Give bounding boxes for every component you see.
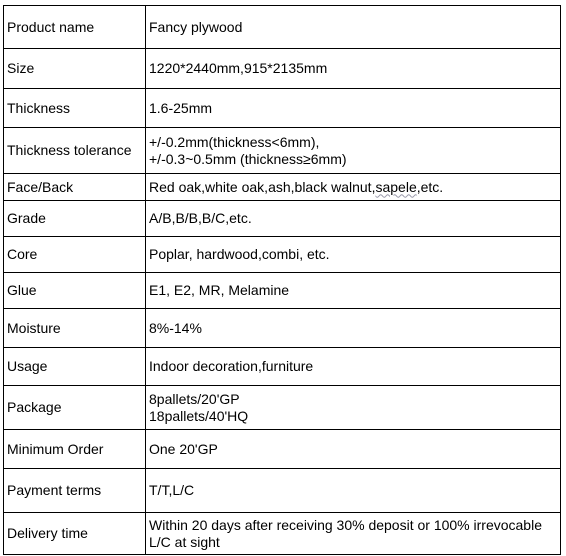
table-row [4, 513, 561, 555]
row-label: Usage [4, 348, 146, 386]
row-label: Moisture [4, 309, 146, 348]
value-line: Poplar, hardwood,combi, etc. [149, 246, 330, 262]
row-value [146, 201, 561, 237]
table-row [4, 309, 561, 348]
row-value [146, 237, 561, 273]
value-text: ,etc. [416, 178, 444, 195]
value-line: 18pallets/40'HQ [149, 407, 249, 424]
value-line: 1220*2440mm,915*2135mm [149, 60, 328, 76]
row-value [146, 469, 561, 513]
row-label: Glue [4, 273, 146, 309]
row-label: Face/Back [4, 174, 146, 201]
table-row [4, 174, 561, 201]
value-line: A/B,B/B,B/C,etc. [149, 210, 252, 226]
table-row [4, 430, 561, 469]
row-label: Grade [4, 201, 146, 237]
row-label: Thickness [4, 89, 146, 128]
row-label: Delivery time [4, 513, 146, 555]
row-label: Minimum Order [4, 430, 146, 469]
row-label: Package [4, 386, 146, 430]
row-value [146, 309, 561, 348]
value-line: 1.6-25mm [149, 99, 213, 116]
row-label: Payment terms [4, 469, 146, 513]
value-line: 8%-14% [149, 319, 202, 336]
table-row [4, 6, 561, 49]
product-spec-table [3, 5, 561, 555]
row-value [146, 89, 561, 128]
table-row [4, 273, 561, 309]
value-line: Fancy plywood [149, 18, 243, 35]
value-line: Indoor decoration,furniture [149, 358, 314, 374]
value-line: Within 20 days after receiving 30% deposit or 100% irrevocable [149, 516, 542, 533]
row-value [146, 430, 561, 469]
table-row [4, 128, 561, 174]
row-label: Core [4, 237, 146, 273]
row-value [146, 273, 561, 309]
spellcheck-word: sapele [375, 178, 417, 195]
table-row [4, 386, 561, 430]
table-row [4, 348, 561, 386]
row-value [146, 513, 561, 555]
row-value [146, 6, 561, 49]
value-line: L/C at sight [149, 533, 220, 550]
value-line: +/-0.2mm(thickness<6mm), [149, 133, 320, 150]
row-value [146, 386, 561, 430]
table-row [4, 49, 561, 89]
value-line: +/-0.3~0.5mm (thickness≥6mm) [149, 150, 347, 167]
value-line: One 20'GP [149, 440, 218, 457]
row-value [146, 174, 561, 201]
row-value [146, 348, 561, 386]
row-value [146, 128, 561, 174]
row-label: Thickness tolerance [4, 128, 146, 174]
value-text: Red oak,white oak,ash,black walnut, [149, 178, 376, 195]
value-line: 8pallets/20'GP [149, 390, 240, 407]
value-line: E1, E2, MR, Melamine [149, 282, 290, 298]
table-row [4, 469, 561, 513]
table-row [4, 201, 561, 237]
table-row [4, 237, 561, 273]
row-value [146, 49, 561, 89]
value-line: T/T,L/C [149, 482, 195, 498]
row-label: Size [4, 49, 146, 89]
table-row [4, 89, 561, 128]
row-label: Product name [4, 6, 146, 49]
